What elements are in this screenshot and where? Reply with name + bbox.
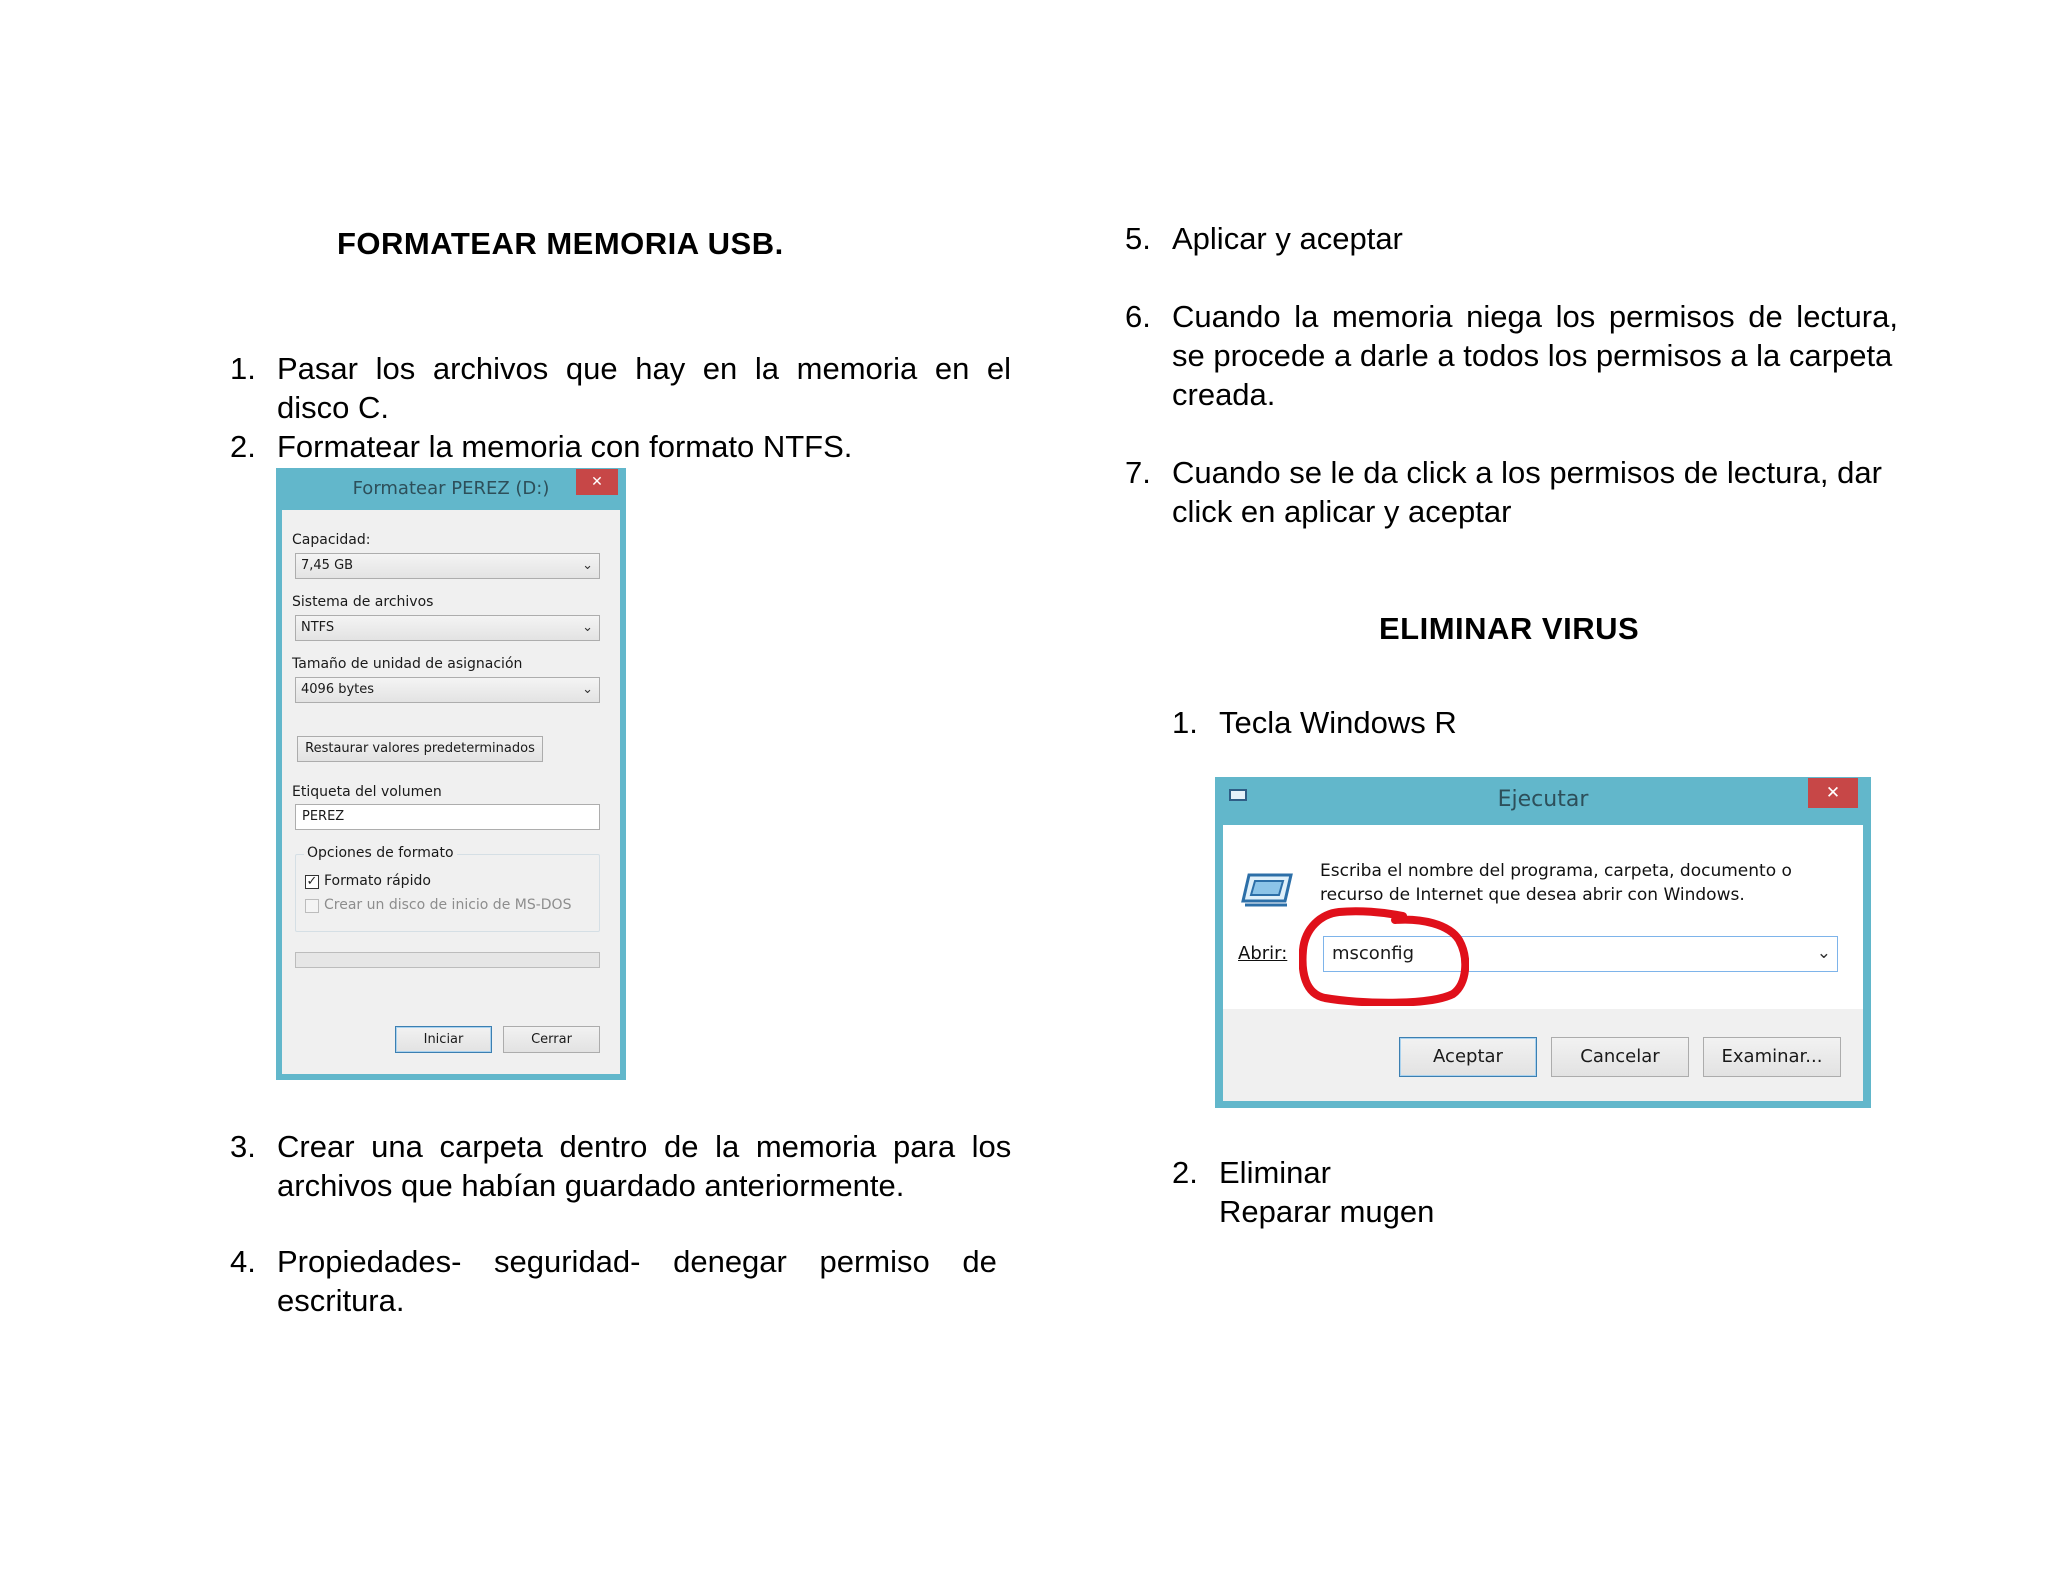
step-text	[1172, 453, 1882, 531]
capacity-value: 7,45 GB	[301, 558, 354, 573]
step-line: click en aplicar y aceptar	[1172, 494, 1512, 529]
msdos-disk-checkbox[interactable]	[305, 899, 319, 913]
volume-label: Etiqueta del volumen	[292, 784, 442, 800]
dialog-title: Ejecutar	[1497, 787, 1589, 812]
step-number: 3.	[230, 1129, 256, 1164]
capacity-label: Capacidad:	[292, 532, 371, 548]
dialog-title: Formatear PEREZ (D:)	[352, 478, 550, 499]
close-icon[interactable]: ✕	[576, 469, 618, 495]
step-text	[1172, 297, 1898, 414]
step-number: 4.	[230, 1244, 256, 1279]
close-button[interactable]: Cerrar	[503, 1026, 600, 1053]
chevron-down-icon: ⌄	[582, 620, 593, 635]
step-text	[1219, 703, 1457, 742]
allocation-label: Tamaño de unidad de asignación	[292, 656, 523, 672]
chevron-down-icon: ⌄	[582, 682, 593, 697]
step-line: archivos que habían guardado anteriormente.	[277, 1168, 905, 1203]
heading-formatear-usb: FORMATEAR MEMORIA USB.	[337, 226, 784, 261]
step-number: 6.	[1125, 299, 1151, 334]
heading-eliminar-virus: ELIMINAR VIRUS	[1379, 611, 1640, 646]
step-number: 1.	[230, 351, 256, 386]
format-progress-bar	[295, 952, 600, 968]
step-number: 2.	[230, 429, 256, 464]
capacity-select[interactable]	[295, 553, 600, 579]
open-input-value: msconfig	[1332, 943, 1414, 964]
step-line: Propiedades- seguridad- denegar permiso de	[277, 1244, 997, 1279]
ok-button[interactable]: Aceptar	[1399, 1037, 1537, 1077]
quick-format-checkbox[interactable]: ✓	[306, 874, 318, 889]
step-text	[277, 427, 852, 466]
step-text	[277, 349, 1012, 427]
step-line: Formatear la memoria con formato NTFS.	[277, 429, 853, 464]
step-line: disco C.	[277, 390, 389, 425]
restore-defaults-button[interactable]: Restaurar valores predeterminados	[297, 736, 543, 762]
volume-input[interactable]: PEREZ	[295, 804, 600, 830]
step-line: Reparar mugen	[1219, 1194, 1435, 1229]
step-line: Pasar los archivos que hay en la memoria en el	[277, 351, 1012, 386]
allocation-select[interactable]	[295, 677, 600, 703]
step-line: Tecla Windows R	[1219, 705, 1457, 740]
cancel-button[interactable]: Cancelar	[1551, 1037, 1689, 1077]
step-line: Crear una carpeta dentro de la memoria para los	[277, 1129, 1012, 1164]
open-label: Abrir:	[1238, 943, 1288, 964]
filesystem-value: NTFS	[301, 620, 335, 635]
filesystem-select[interactable]	[295, 615, 600, 641]
close-icon[interactable]: ✕	[1808, 778, 1858, 808]
quick-format-label: Formato rápido	[324, 873, 431, 889]
format-options-group	[295, 845, 600, 932]
step-number: 1.	[1172, 705, 1198, 740]
step-number: 5.	[1125, 221, 1151, 256]
step-line: Cuando se le da click a los permisos de lectura, dar	[1172, 455, 1882, 490]
step-text	[1172, 219, 1403, 258]
step-number: 2.	[1172, 1155, 1198, 1190]
red-highlight-circle	[1299, 906, 1469, 1006]
dialog-client-area	[282, 510, 620, 1074]
run-dialog	[1215, 777, 1871, 1108]
filesystem-label: Sistema de archivos	[292, 594, 434, 610]
step-line: se procede a darle a todos los permisos a la carpeta	[1172, 338, 1893, 373]
step-line: Cuando la memoria niega los permisos de lectura,	[1172, 299, 1898, 334]
step-line: Aplicar y aceptar	[1172, 221, 1403, 256]
step-number: 7.	[1125, 455, 1151, 490]
run-description-line-2: recurso de Internet que desea abrir con Windows.	[1320, 885, 1745, 905]
step-text	[1219, 1153, 1434, 1231]
allocation-value: 4096 bytes	[301, 682, 375, 697]
step-line: creada.	[1172, 377, 1276, 412]
run-description-line-1: Escriba el nombre del programa, carpeta, documento o	[1320, 861, 1792, 881]
msdos-disk-label: Crear un disco de inicio de MS-DOS	[324, 897, 572, 913]
step-line: escritura.	[277, 1283, 405, 1318]
step-text	[277, 1127, 1012, 1205]
step-text	[277, 1242, 997, 1320]
chevron-down-icon[interactable]: ⌄	[1816, 943, 1831, 963]
chevron-down-icon: ⌄	[582, 558, 593, 573]
step-line: Eliminar	[1219, 1155, 1331, 1190]
format-options-label: Opciones de formato	[304, 845, 457, 861]
browse-button[interactable]: Examinar...	[1703, 1037, 1841, 1077]
start-button[interactable]: Iniciar	[395, 1026, 492, 1053]
dialog-client-area	[1223, 825, 1863, 1101]
run-program-icon	[1241, 869, 1295, 909]
format-dialog	[276, 468, 626, 1080]
